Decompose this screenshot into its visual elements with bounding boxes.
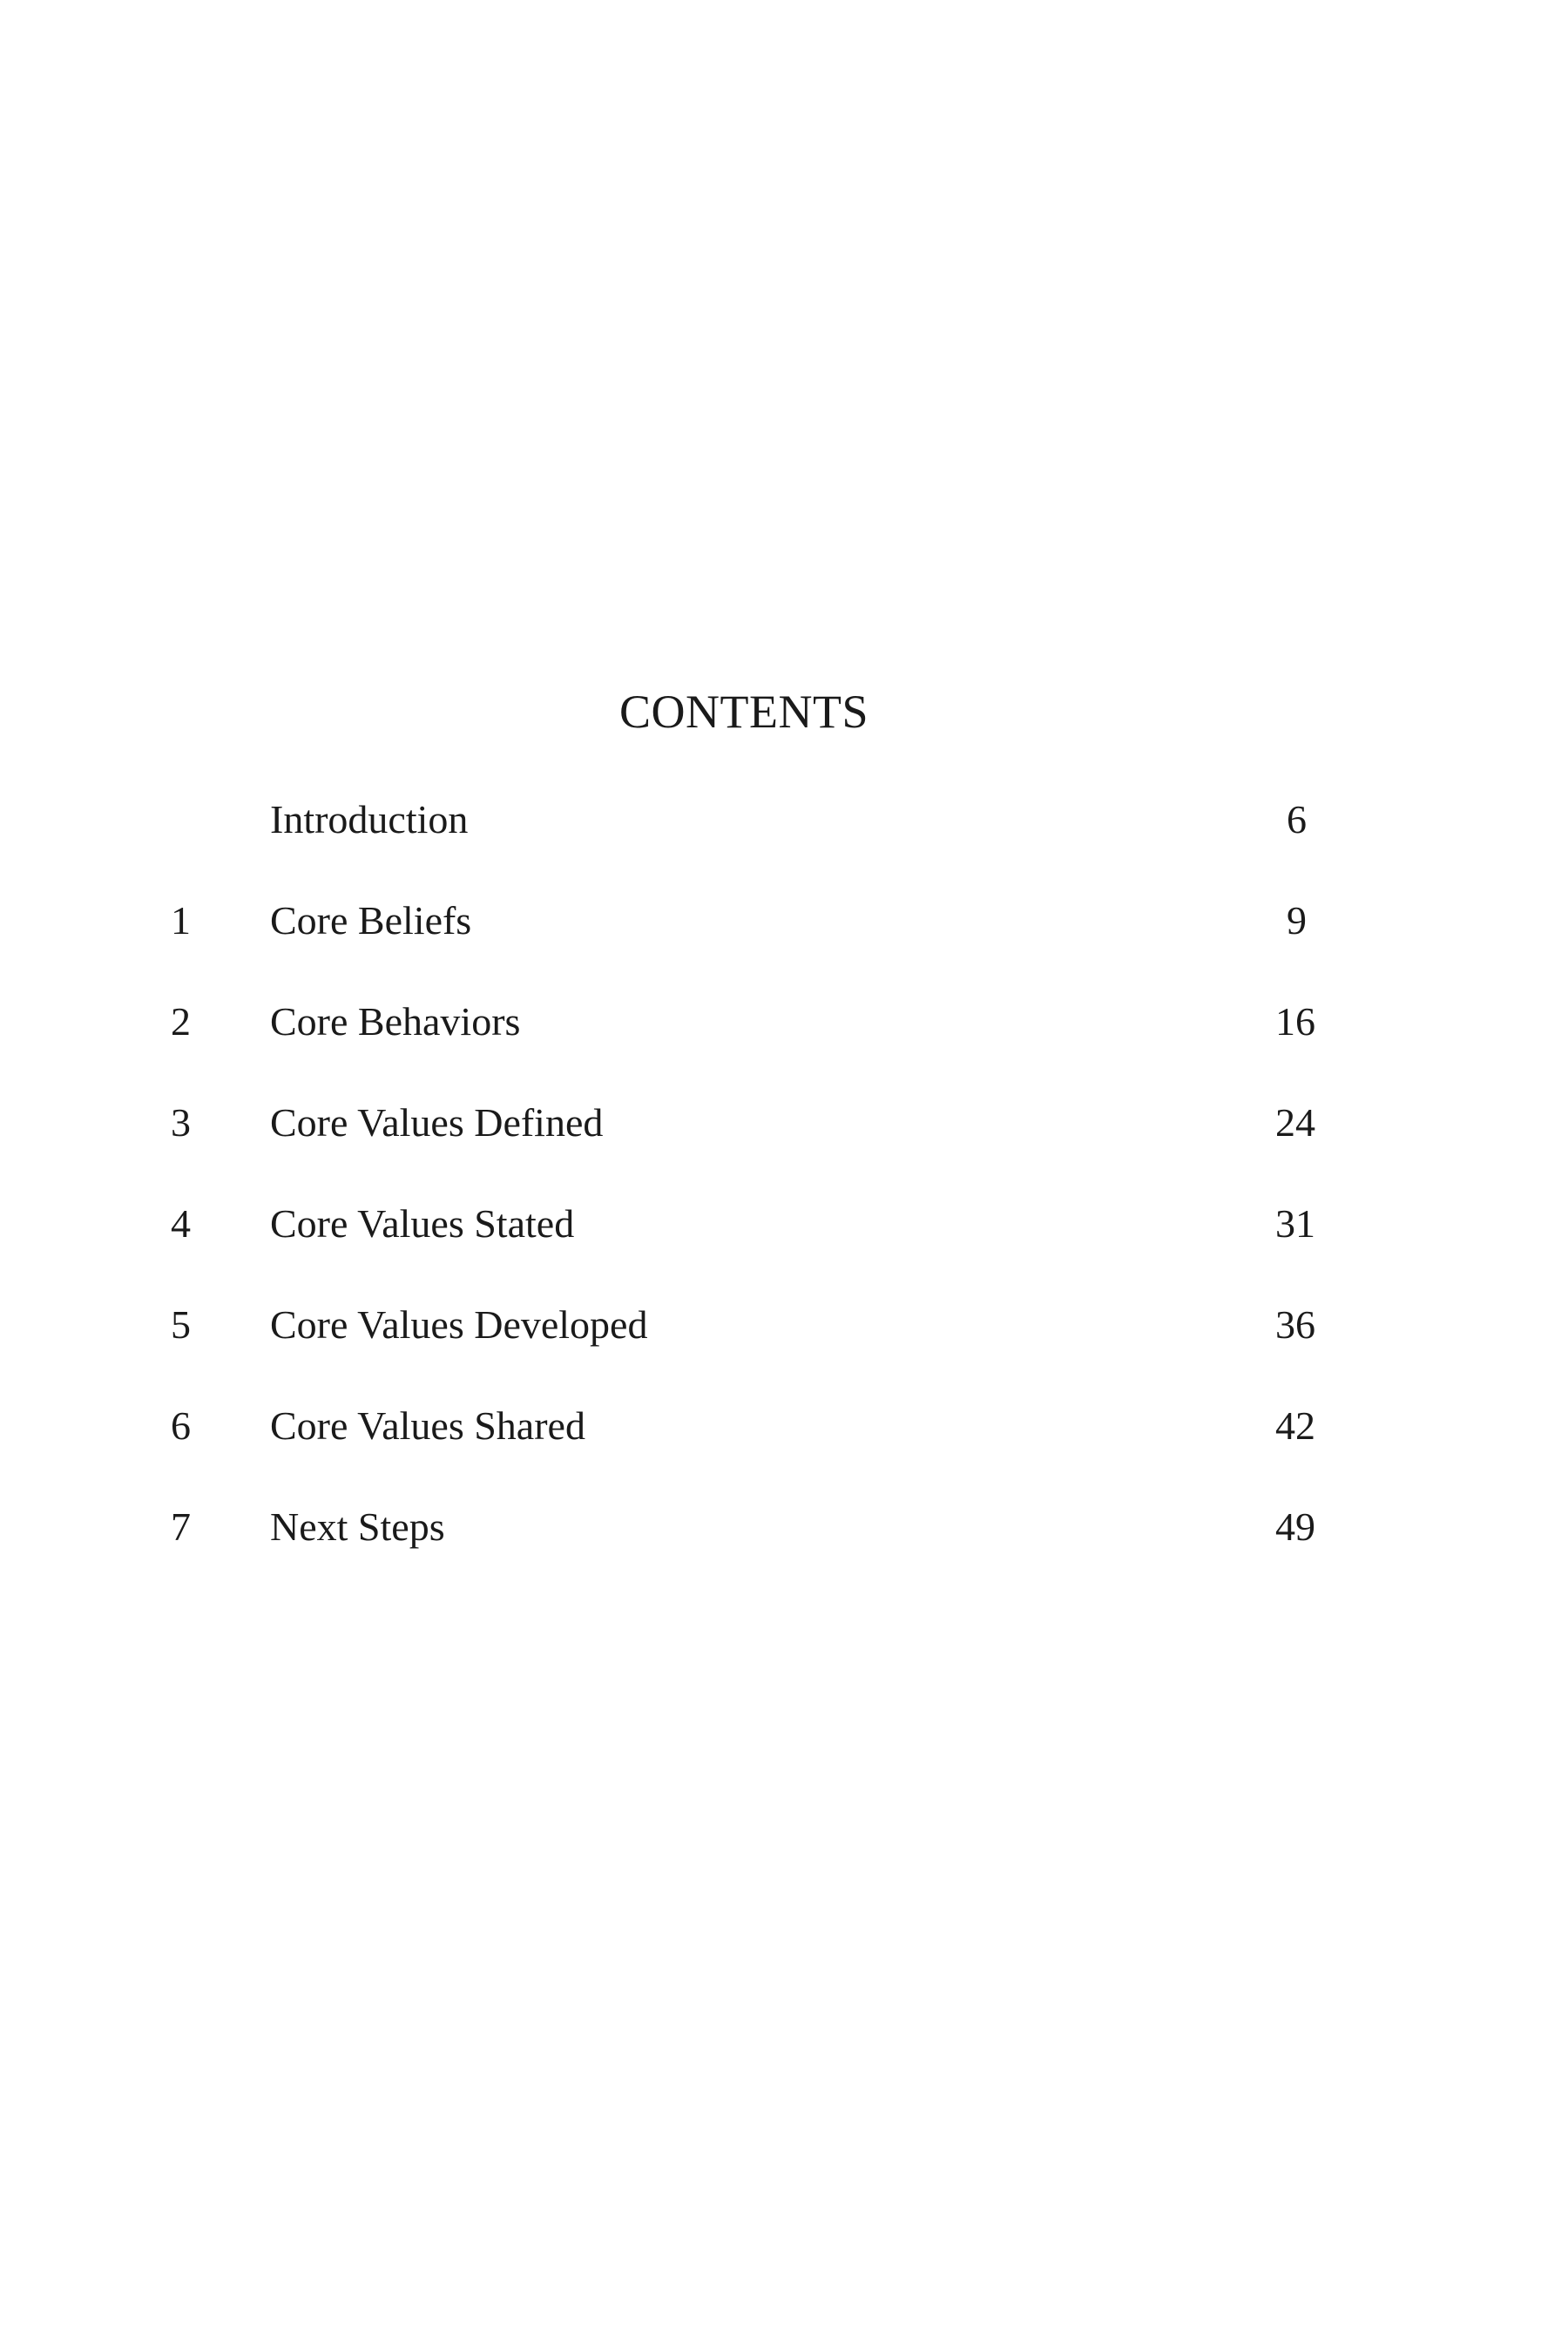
- toc-entry-introduction: [0, 797, 1568, 861]
- toc-entry-page: 24: [1275, 1100, 1315, 1145]
- toc-entry-number: 6: [171, 1403, 191, 1448]
- toc-entry-page: 42: [1275, 1403, 1315, 1448]
- toc-entry-page: 9: [1287, 898, 1307, 943]
- toc-entry-next-steps: [0, 1504, 1568, 1568]
- page-title: CONTENTS: [619, 686, 868, 738]
- toc-entry-label: Next Steps: [270, 1504, 445, 1549]
- toc-entry-label: Introduction: [270, 797, 469, 841]
- toc-entry-number: 4: [171, 1201, 191, 1246]
- toc-entry-core-values-shared: [0, 1403, 1568, 1467]
- toc-entry-label: Core Values Developed: [270, 1302, 648, 1347]
- toc-entry-label: Core Behaviors: [270, 999, 521, 1044]
- toc-entry-number: 3: [171, 1100, 191, 1145]
- toc-entry-page: 16: [1275, 999, 1315, 1044]
- toc-entry-page: 6: [1287, 797, 1307, 841]
- toc-entry-core-values-developed: [0, 1302, 1568, 1366]
- toc-entry-page: 31: [1275, 1201, 1315, 1246]
- toc-entry-core-values-defined: [0, 1100, 1568, 1164]
- toc-entry-number: 5: [171, 1302, 191, 1347]
- toc-entry-label: Core Values Stated: [270, 1201, 575, 1246]
- toc-entry-core-beliefs: [0, 898, 1568, 962]
- toc-entry-number: 2: [171, 999, 191, 1044]
- toc-entry-label: Core Values Defined: [270, 1100, 604, 1145]
- toc-entry-core-values-stated: [0, 1201, 1568, 1265]
- toc-entry-number: 1: [171, 898, 191, 943]
- toc-entry-label: Core Beliefs: [270, 898, 472, 943]
- toc-entry-core-behaviors: [0, 999, 1568, 1063]
- toc-entry-page: 36: [1275, 1302, 1315, 1347]
- toc-entry-number: 7: [171, 1504, 191, 1549]
- toc-entry-label: Core Values Shared: [270, 1403, 585, 1448]
- toc-entry-page: 49: [1275, 1504, 1315, 1549]
